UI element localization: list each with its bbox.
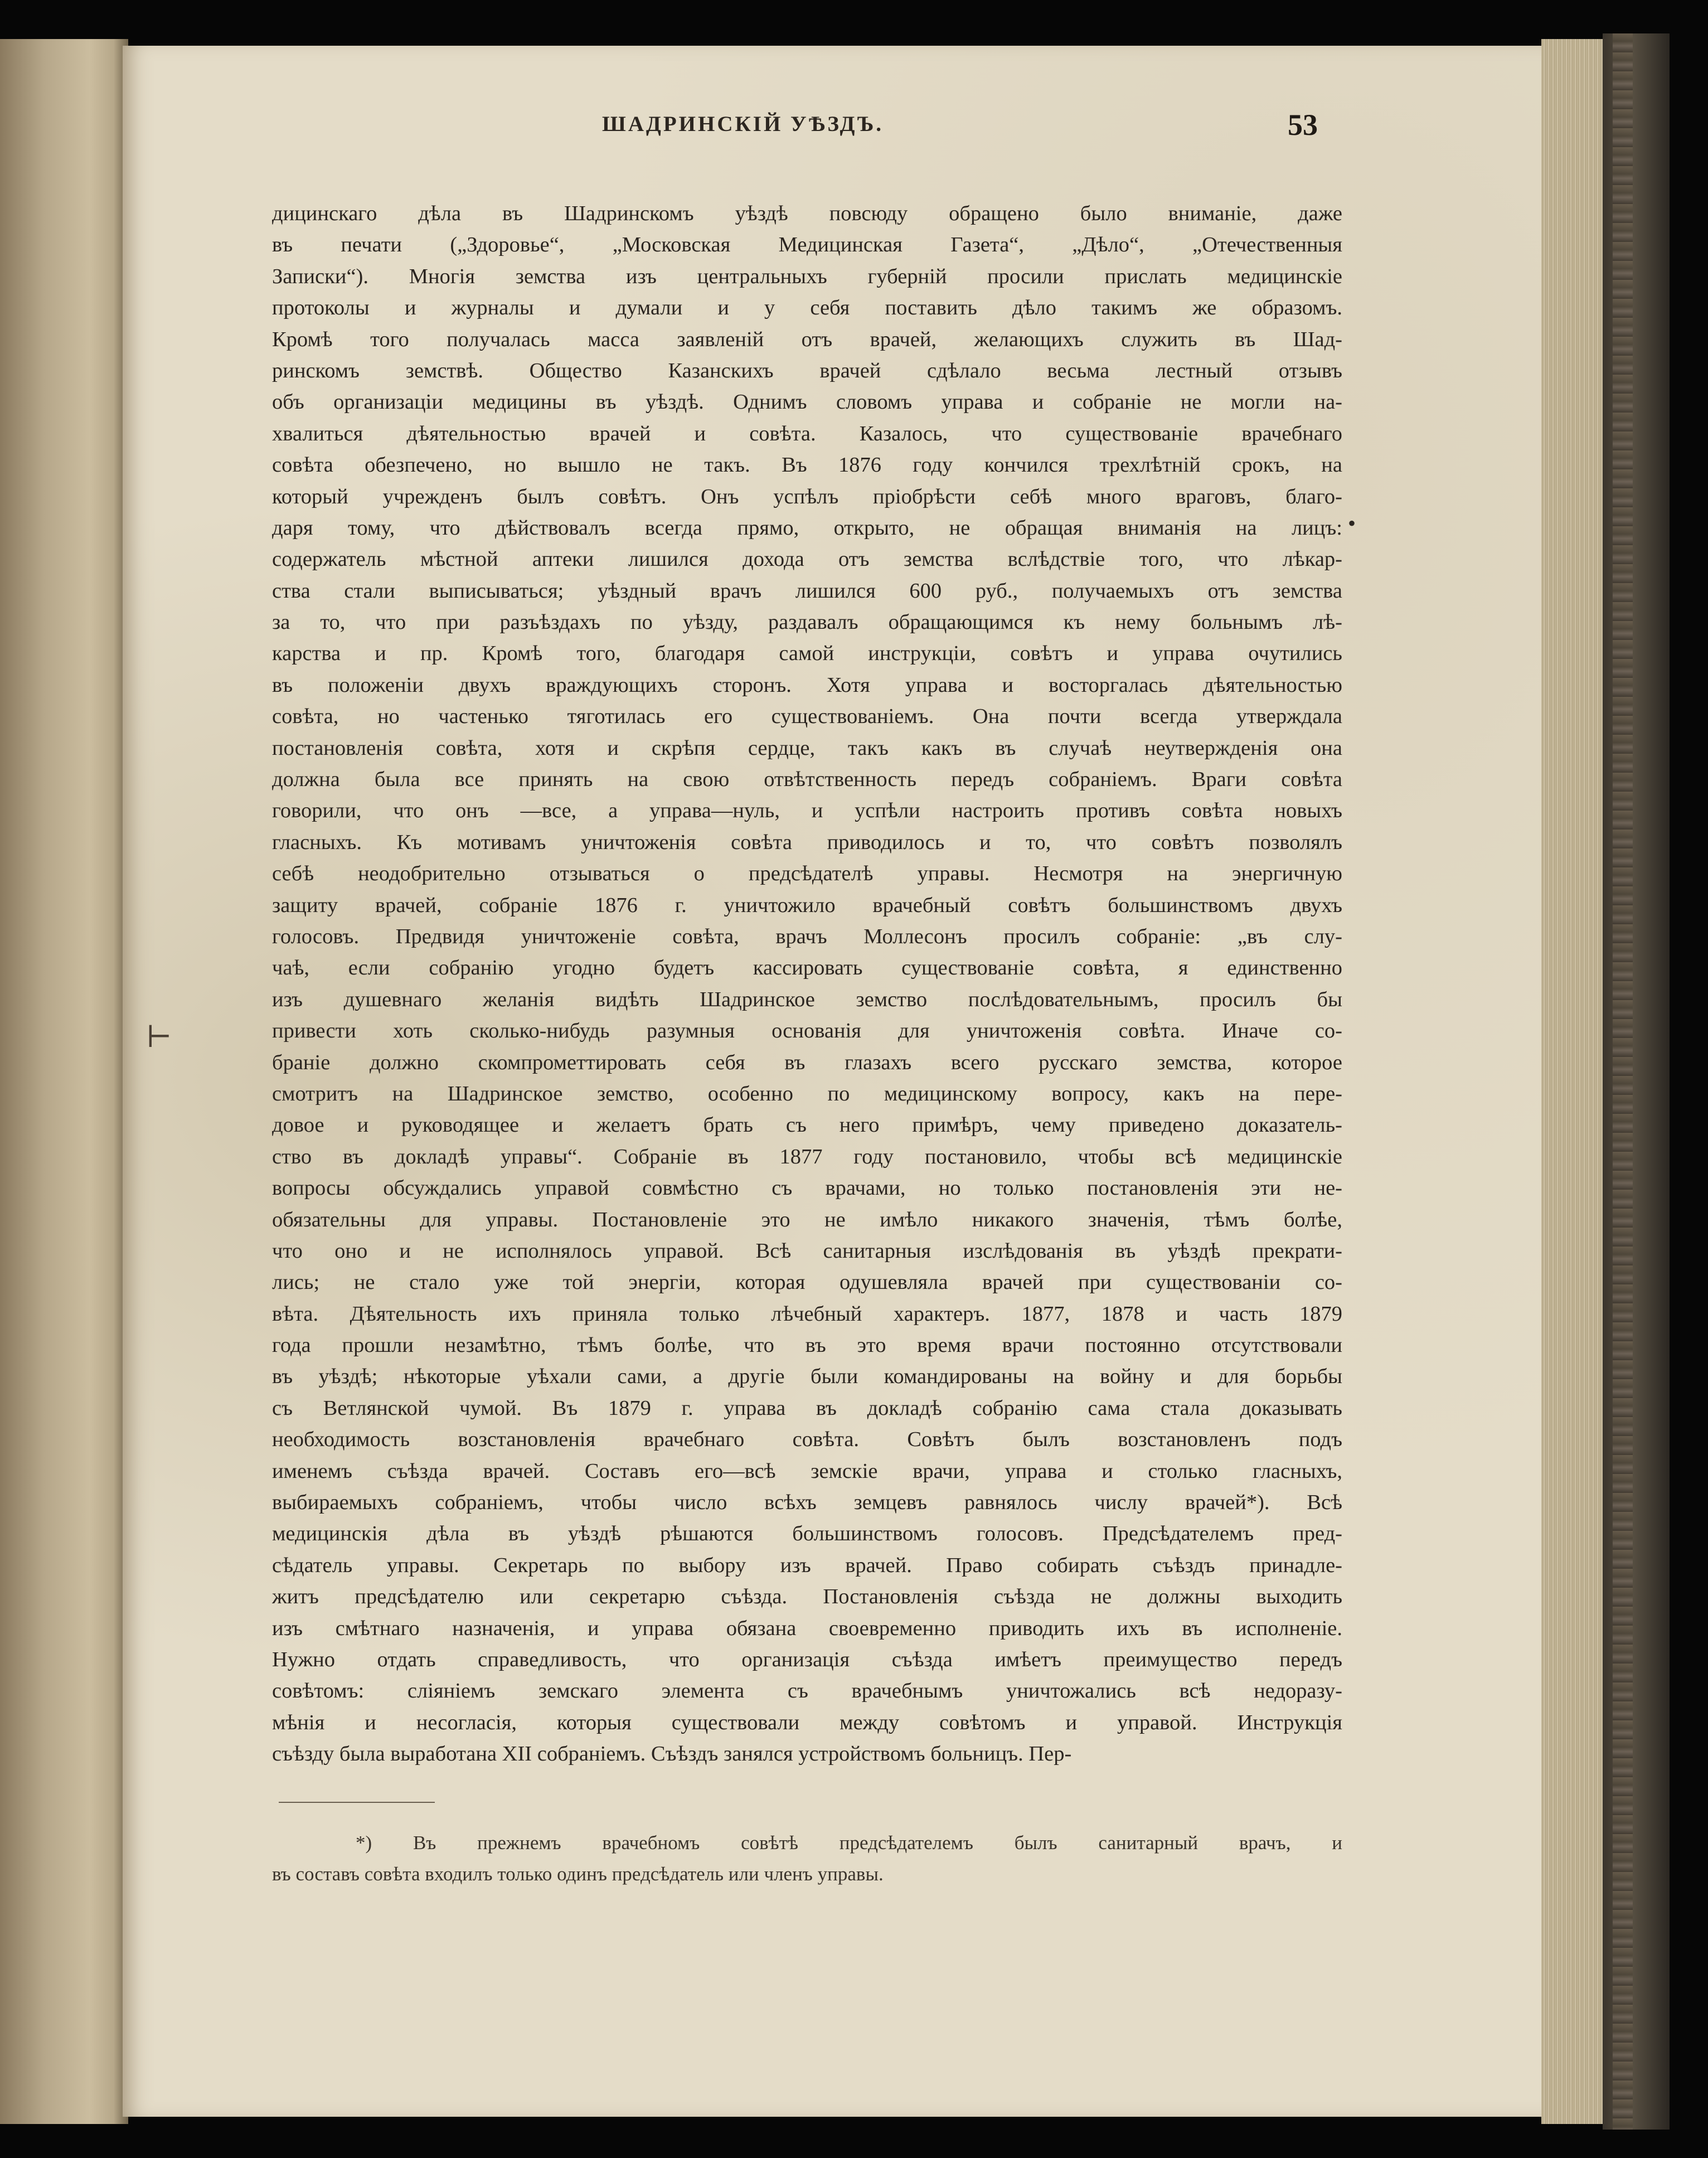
text-line: гласныхъ. Къ мотивамъ уничтоженія совѣта приводилось и то, что совѣтъ позволялъ (272, 830, 1342, 854)
running-title: ШАДРИНСКІЙ УѢЗДЪ. (602, 112, 884, 136)
text-line: вопросы обсуждались управой совмѣстно съ врачами, но только постановленія эти не- (272, 1176, 1342, 1200)
text-line: изъ смѣтнаго назначенія, и управа обязана своевременно приводить ихъ въ исполненіе. (272, 1616, 1342, 1640)
text-line: протоколы и журналы и думали и у себя поставить дѣло такимъ же образомъ. (272, 296, 1342, 320)
text-line: Записки“). Многія земства изъ центральныхъ губерній просили прислать медицинскіе (272, 264, 1342, 288)
margin-bullet-mark: • (1348, 511, 1356, 536)
margin-pencil-mark: ⊢ (146, 1020, 172, 1054)
text-line: въ печати („Здоровье“, „Московская Медицинская Газета“, „Дѣло“, „Отечественныя (272, 233, 1342, 257)
text-line: совѣта обезпечено, но вышло не такъ. Въ 1876 году кончился трехлѣтній срокъ, на (272, 453, 1342, 477)
text-line: дицинскаго дѣла въ Шадринскомъ уѣздѣ повсюду обращено было вниманіе, даже (272, 202, 1342, 225)
text-line: за то, что при разъѣздахъ по уѣзду, раздавалъ обращающимся къ нему больнымъ лѣ- (272, 610, 1342, 634)
footnote-line: *) Въ прежнемъ врачебномъ совѣтѣ предсѣдателемъ былъ санитарный врачъ, и (356, 1832, 1342, 1854)
text-line: себѣ неодобрительно отзываться о предсѣдателѣ управы. Несмотря на энергичную (272, 862, 1342, 886)
text-line: житъ предсѣдателю или секретарю съѣзда. Постановленія съѣзда не должны выходить (272, 1585, 1342, 1609)
text-line: Нужно отдать справедливость, что организація съѣзда имѣетъ преимущество передъ (272, 1647, 1342, 1671)
text-line: объ организаціи медицины въ уѣздѣ. Однимъ словомъ управа и собраніе не могли на- (272, 390, 1342, 414)
text-line: обязательны для управы. Постановленіе это не имѣло никакого значенія, тѣмъ болѣе, (272, 1207, 1342, 1231)
text-line: чаѣ, если собранію угодно будетъ кассировать существованіе совѣта, я единственно (272, 956, 1342, 980)
text-line: въ уѣздѣ; нѣкоторые уѣхали сами, а другіе были командированы на войну и для борьбы (272, 1365, 1342, 1389)
text-line: защиту врачей, собраніе 1876 г. уничтожило врачебный совѣтъ большинствомъ двухъ (272, 893, 1342, 917)
text-line: смотритъ на Шадринское земство, особенно по медицинскому вопросу, какъ на пере- (272, 1082, 1342, 1105)
body-text (272, 198, 1342, 1770)
page-block-edges (1541, 39, 1603, 2124)
text-line: хвалиться дѣятельностью врачей и совѣта. Казалось, что существованіе врачебнаго (272, 421, 1342, 445)
text-line: должна была все принять на свою отвѣтственность передъ собраніемъ. Враги совѣта (272, 768, 1342, 792)
text-line: что оно и не исполнялось управой. Всѣ санитарныя изслѣдованія въ уѣздѣ прекрати- (272, 1239, 1342, 1263)
text-line: ринскомъ земствѣ. Общество Казанскихъ врачей сдѣлало весьма лестный отзывъ (272, 358, 1342, 382)
text-line: довое и руководящее и желаетъ брать съ него примѣръ, чему приведено доказатель- (272, 1113, 1342, 1137)
text-line: выбираемыхъ собраніемъ, чтобы число всѣхъ земцевъ равнялось числу врачей*). Всѣ (272, 1491, 1342, 1515)
previous-page-edge (0, 39, 128, 2124)
text-line: года прошли незамѣтно, тѣмъ болѣе, что въ это время врачи постоянно отсутствовали (272, 1333, 1342, 1357)
text-line: съѣзду была выработана XII собраніемъ. Съѣздъ занялся устройствомъ больницъ. Пер- (272, 1742, 1072, 1766)
text-line: лись; не стало уже той энергіи, которая одушевляла врачей при существованіи со- (272, 1270, 1342, 1294)
text-line: ства стали выписываться; уѣздный врачъ лишился 600 руб., получаемыхъ отъ земства (272, 579, 1342, 603)
text-line: привести хоть сколько-нибудь разумныя основанія для уничтоженія совѣта. Иначе со- (272, 1019, 1342, 1043)
text-line: совѣта, но частенько тяготилась его существованіемъ. Она почти всегда утверждала (272, 705, 1342, 729)
text-line: въ положеніи двухъ враждующихъ сторонъ. Хотя управа и восторгалась дѣятельностью (272, 673, 1342, 697)
footnote-line: въ составъ совѣта входилъ только одинъ предсѣдатель или членъ управы. (272, 1863, 884, 1885)
text-line: сѣдатель управы. Секретарь по выбору изъ врачей. Право собирать съѣздъ принадле- (272, 1553, 1342, 1577)
text-line: постановленія совѣта, хотя и скрѣпя сердце, такъ какъ въ случаѣ неутвержденія она (272, 736, 1342, 760)
text-line: браніе должно скомпрометтировать себя въ глазахъ всего русскаго земства, которое (272, 1050, 1342, 1074)
text-line: необходимость возстановленія врачебнаго совѣта. Совѣтъ былъ возстановленъ подъ (272, 1428, 1342, 1452)
footnote (272, 1827, 1342, 1890)
text-line: изъ душевнаго желанія видѣть Шадринское земство послѣдовательнымъ, просилъ бы (272, 987, 1342, 1011)
text-line: вѣта. Дѣятельность ихъ приняла только лѣчебный характеръ. 1877, 1878 и часть 1879 (272, 1302, 1342, 1326)
text-line: медицинскія дѣла въ уѣздѣ рѣшаются большинствомъ голосовъ. Предсѣдателемъ пред- (272, 1522, 1342, 1546)
text-line: голосовъ. Предвидя уничтоженіе совѣта, врачъ Моллесонъ просилъ собраніе: „въ слу- (272, 924, 1342, 948)
text-line: который учрежденъ былъ совѣтъ. Онъ успѣлъ пріобрѣсти себѣ много враговъ, благо- (272, 484, 1342, 508)
text-line: даря тому, что дѣйствовалъ всегда прямо, открыто, не обращая вниманія на лицъ: (272, 516, 1342, 540)
book-cover-spine (1603, 33, 1670, 2130)
text-line: содержатель мѣстной аптеки лишился дохода отъ земства вслѣдствіе того, что лѣкар- (272, 547, 1342, 571)
text-line: именемъ съѣзда врачей. Составъ его—всѣ земскіе врачи, управа и столько гласныхъ, (272, 1459, 1342, 1483)
text-line: говорили, что онъ —все, а управа—нуль, и успѣли настроить противъ совѣта новыхъ (272, 799, 1342, 823)
footnote-rule (279, 1802, 435, 1803)
text-line: мѣнія и несогласія, которыя существовали между совѣтомъ и управой. Инструкція (272, 1710, 1342, 1734)
text-line: съ Ветлянской чумой. Въ 1879 г. управа въ докладѣ собранію сама стала доказывать (272, 1396, 1342, 1420)
text-line: совѣтомъ: сліяніемъ земскаго элемента съ врачебнымъ уничтожались всѣ недоразу- (272, 1679, 1342, 1703)
text-line: Кромѣ того получалась масса заявленій отъ врачей, желающихъ служить въ Шад- (272, 327, 1342, 351)
text-line: ство въ докладѣ управы“. Собраніе въ 1877 году постановило, чтобы всѣ медицинскіе (272, 1145, 1342, 1168)
text-line: карства и пр. Кромѣ того, благодаря самой инструкціи, совѣтъ и управа очутились (272, 642, 1342, 666)
page-number: 53 (1288, 108, 1318, 142)
